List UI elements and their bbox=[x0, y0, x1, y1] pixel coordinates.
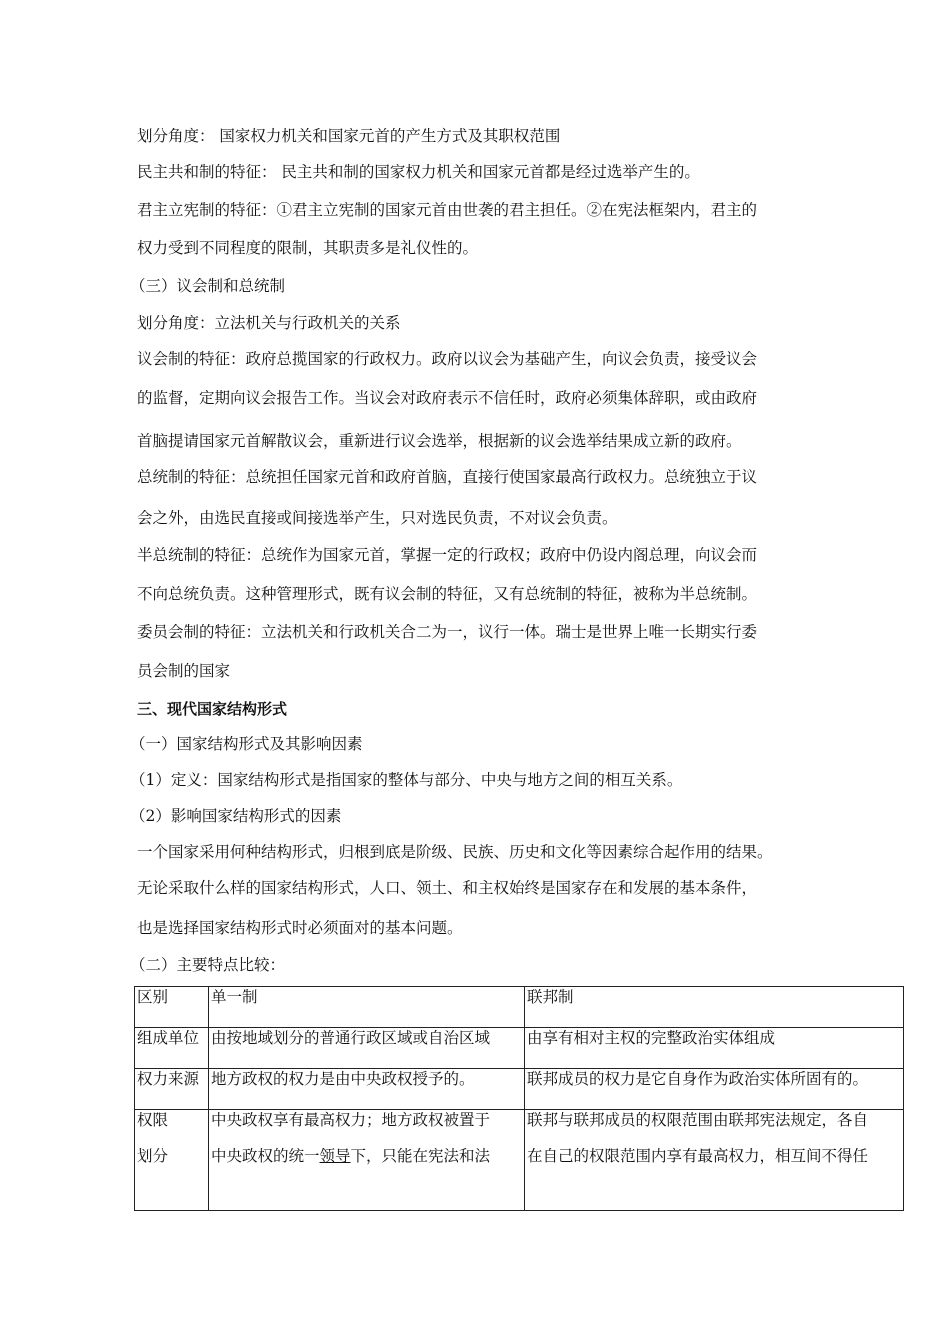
cell-line: 联邦与联邦成员的权限范围由联邦宪法规定，各自 bbox=[527, 1111, 869, 1129]
cell-text: 下，只能在宪法和法 bbox=[350, 1147, 491, 1165]
comparison-table bbox=[134, 986, 904, 1211]
text-line: 的监督，定期向议会报告工作。当议会对政府表示不信任时，政府必须集体辞职，或由政府 bbox=[137, 389, 758, 407]
text-line: 君主立宪制的特征：①君主立宪制的国家元首由世袭的君主担任。②在宪法框架内，君主的 bbox=[137, 201, 758, 219]
table-cell: 联邦成员的权力是它自身作为政治实体所固有的。 bbox=[525, 1069, 904, 1110]
table-header-row bbox=[135, 987, 904, 1028]
text-line: 议会制的特征：政府总揽国家的行政权力。政府以议会为基础产生，向议会负责，接受议会 bbox=[137, 350, 758, 368]
table-header-cell: 区别 bbox=[135, 987, 209, 1028]
table-cell: 由按地域划分的普通行政区域或自治区域 bbox=[209, 1028, 525, 1069]
section-heading: （一）国家结构形式及其影响因素 bbox=[130, 735, 363, 753]
text-line: 也是选择国家结构形式时必须面对的基本问题。 bbox=[137, 919, 463, 937]
table-row bbox=[135, 1110, 904, 1211]
text-line: 委员会制的特征：立法机关和行政机关合二为一，议行一体。瑞士是世界上唯一长期实行委 bbox=[137, 623, 758, 641]
cell-text: 中央政权的统一 bbox=[211, 1147, 320, 1165]
section-heading: （二）主要特点比较： bbox=[130, 956, 286, 974]
table-row-label bbox=[135, 1110, 209, 1211]
label-line: 权限 bbox=[137, 1111, 169, 1129]
text-line: （2）影响国家结构形式的因素 bbox=[130, 807, 342, 825]
text-line: 划分角度：立法机关与行政机关的关系 bbox=[137, 314, 401, 332]
text-line: 会之外，由选民直接或间接选举产生，只对选民负责，不对议会负责。 bbox=[137, 509, 618, 527]
text-line: 首脑提请国家元首解散议会，重新进行议会选举，根据新的议会选举结果成立新的政府。 bbox=[137, 432, 742, 450]
text-line: 一个国家采用何种结构形式，归根到底是阶级、民族、历史和文化等因素综合起作用的结果。 bbox=[137, 843, 773, 861]
underlined-text: 领导 bbox=[319, 1147, 351, 1165]
text-line: 划分角度： 国家权力机关和国家元首的产生方式及其职权范围 bbox=[137, 127, 561, 145]
text-line: 民主共和制的特征： 民主共和制的国家权力机关和国家元首都是经过选举产生的。 bbox=[137, 163, 700, 181]
table-row-label: 组成单位 bbox=[135, 1028, 209, 1069]
label-line: 划分 bbox=[137, 1147, 169, 1165]
table-header-cell: 联邦制 bbox=[525, 987, 904, 1028]
cell-line: 中央政权享有最高权力；地方政权被置于 bbox=[211, 1111, 491, 1129]
table-row-label: 权力来源 bbox=[135, 1069, 209, 1110]
table-row bbox=[135, 1028, 904, 1069]
text-line: 无论采取什么样的国家结构形式，人口、领土、和主权始终是国家存在和发展的基本条件， bbox=[137, 879, 758, 897]
text-line: 半总统制的特征：总统作为国家元首，掌握一定的行政权；政府中仍设内阁总理，向议会而 bbox=[137, 546, 758, 564]
text-line: 不向总统负责。这种管理形式，既有议会制的特征，又有总统制的特征，被称为半总统制。 bbox=[137, 585, 758, 603]
text-line: 总统制的特征：总统担任国家元首和政府首脑，直接行使国家最高行政权力。总统独立于议 bbox=[137, 468, 758, 486]
cell-line bbox=[211, 1146, 522, 1182]
text-line: 员会制的国家 bbox=[137, 662, 231, 680]
section-heading: （三）议会制和总统制 bbox=[130, 277, 286, 295]
table-cell: 地方政权的权力是由中央政权授予的。 bbox=[209, 1069, 525, 1110]
chapter-heading: 三、现代国家结构形式 bbox=[137, 700, 288, 718]
table-header-cell: 单一制 bbox=[209, 987, 525, 1028]
table-cell bbox=[209, 1110, 525, 1211]
text-line: （1）定义：国家结构形式是指国家的整体与部分、中央与地方之间的相互关系。 bbox=[130, 771, 683, 789]
table-cell bbox=[525, 1110, 904, 1211]
text-line: 权力受到不同程度的限制，其职责多是礼仪性的。 bbox=[137, 239, 479, 257]
table-cell: 由享有相对主权的完整政治实体组成 bbox=[525, 1028, 904, 1069]
table-row bbox=[135, 1069, 904, 1110]
cell-line: 在自己的权限范围内享有最高权力，相互间不得任 bbox=[527, 1147, 869, 1165]
